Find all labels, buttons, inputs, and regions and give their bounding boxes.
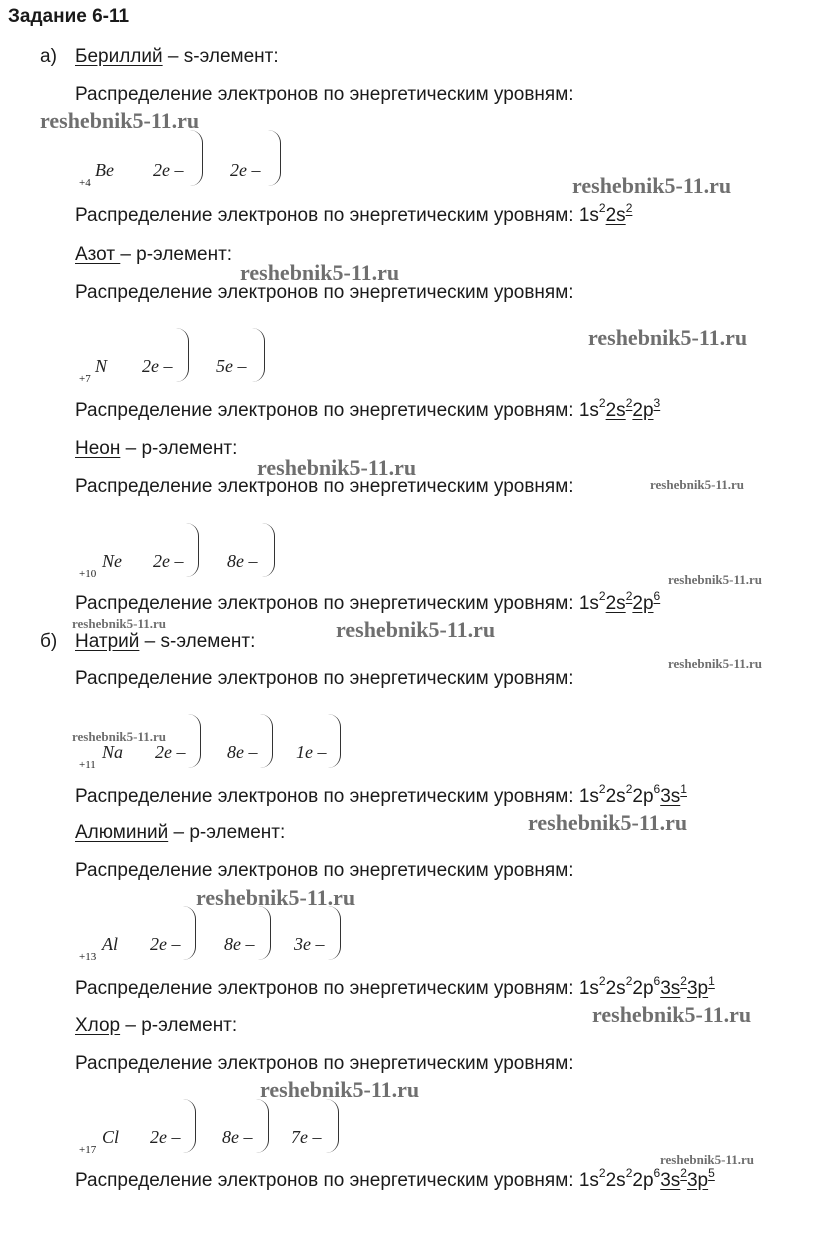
shell-arc (258, 906, 271, 960)
element-name: Алюминий (75, 822, 169, 843)
shell-electrons: 5e – (216, 356, 247, 376)
orbital-electron-count: 1 (680, 781, 687, 796)
orbital-electron-count: 2 (598, 588, 606, 603)
orbital-electron-count: 6 (653, 1165, 661, 1180)
orbital-electron-count: 2 (625, 395, 633, 410)
shell-electrons: 2e – (153, 160, 184, 180)
element-type: – p-элемент: (120, 1015, 238, 1036)
orbital-electron-count: 2 (598, 973, 606, 988)
orbital: 2p (632, 786, 654, 807)
shell-electrons: 8e – (227, 742, 258, 762)
orbital: 1s (578, 786, 599, 807)
element-header (75, 631, 255, 653)
distribution-formula-line (75, 395, 661, 422)
element-type: – s-элемент: (162, 46, 279, 67)
shell-arc (256, 1099, 269, 1153)
orbital: 2s (605, 400, 626, 421)
distribution-label: Распределение электронов по энергетическим уровням: (75, 1170, 579, 1191)
shell-arc (260, 714, 273, 768)
shell-electrons: 7e – (291, 1127, 322, 1147)
orbital-electron-count: 1 (708, 973, 715, 988)
distribution-label: Распределение электронов по энергетическим уровням: (75, 282, 574, 303)
shell-electrons: 8e – (222, 1127, 253, 1147)
orbital: 2p (632, 593, 654, 614)
distribution-label: Распределение электронов по энергетическим уровням: (75, 668, 574, 689)
orbital: 2s (605, 978, 626, 999)
nucleus-charge (79, 366, 91, 387)
orbital-electron-count: 2 (625, 200, 633, 215)
element-symbol: Al (102, 934, 118, 954)
orbital: 1s (578, 593, 599, 614)
distribution-label: Распределение электронов по энергетическим уровням: (75, 1053, 574, 1074)
element-header (75, 46, 279, 68)
nucleus-charge (79, 1137, 96, 1158)
orbital-electron-count: 2 (598, 1165, 606, 1180)
orbital-electron-count: 2 (598, 781, 606, 796)
charge-value: +11 (79, 759, 96, 771)
orbital: 3s (660, 1170, 681, 1191)
distribution-formula-line (75, 781, 687, 808)
watermark: reshebnik5-11.ru (668, 572, 763, 587)
distribution-label: Распределение электронов по энергетическим уровням: (75, 84, 574, 105)
orbital: 2s (605, 786, 626, 807)
element-type: – p-элемент: (120, 244, 233, 265)
watermark: reshebnik5-11.ru (257, 455, 417, 480)
element-header (75, 1015, 237, 1037)
element-header (75, 438, 237, 460)
orbital: 1s (578, 978, 599, 999)
shell-arc (262, 523, 275, 577)
orbital: 1s (578, 205, 599, 226)
shell-electrons: 2e – (142, 356, 173, 376)
distribution-label: Распределение электронов по энергетическим уровням: (75, 400, 579, 421)
shell-electrons: 8e – (227, 551, 258, 571)
nucleus-charge (79, 561, 96, 582)
shell-arc (326, 1099, 339, 1153)
shell-arc (328, 906, 341, 960)
orbital: 3p (686, 978, 709, 999)
distribution-label: Распределение электронов по энергетическим уровням: (75, 786, 579, 807)
orbital: 3s (660, 786, 681, 807)
distribution-formula-line (75, 1165, 715, 1192)
shell-arc (268, 130, 281, 186)
watermark: reshebnik5-11.ru (240, 260, 400, 285)
element-name: Неон (75, 438, 121, 459)
charge-value: +13 (79, 951, 97, 963)
shell-arc (252, 328, 265, 382)
shell-electrons: 2e – (153, 551, 184, 571)
distribution-formula-line (75, 973, 715, 1000)
nucleus-charge (79, 752, 96, 773)
orbital-electron-count: 2 (598, 395, 606, 410)
orbital: 2p (632, 978, 654, 999)
element-symbol: Cl (102, 1127, 120, 1147)
shell-electrons: 2e – (230, 160, 261, 180)
distribution-label: Распределение электронов по энергетическим уровням: (75, 476, 574, 497)
shell-arc (176, 328, 189, 382)
shell-electrons: 2e – (150, 1127, 181, 1147)
watermark: reshebnik5-11.ru (336, 617, 496, 642)
element-header (75, 244, 232, 266)
orbital-electron-count: 2 (625, 588, 633, 603)
charge-value: +4 (79, 177, 91, 189)
orbital: 1s (578, 400, 599, 421)
orbital-electron-count: 2 (680, 1165, 687, 1180)
watermark: reshebnik5-11.ru (650, 477, 745, 492)
distribution-label: Распределение электронов по энергетическим уровням: (75, 978, 579, 999)
watermark: reshebnik5-11.ru (72, 616, 167, 631)
orbital: 2s (605, 205, 626, 226)
distribution-label: Распределение электронов по энергетическим уровням: (75, 205, 579, 226)
element-symbol: N (95, 356, 108, 376)
element-name: Бериллий (75, 46, 163, 67)
element-symbol: Ne (102, 551, 122, 571)
element-type: – s-элемент: (139, 631, 256, 652)
orbital-electron-count: 3 (653, 395, 661, 410)
orbital: 1s (578, 1170, 599, 1191)
element-name: Азот (75, 244, 121, 265)
watermark: reshebnik5-11.ru (572, 173, 732, 198)
shell-arc (190, 130, 203, 186)
orbital-electron-count: 2 (625, 781, 633, 796)
section_b-label: б) (40, 631, 58, 652)
orbital-electron-count: 6 (653, 781, 661, 796)
shell-electrons: 8e – (224, 934, 255, 954)
element-header (75, 822, 285, 844)
distribution-label: Распределение электронов по энергетическим уровням: (75, 593, 579, 614)
charge-value: +17 (79, 1144, 97, 1156)
element-type: – p-элемент: (120, 438, 238, 459)
orbital-electron-count: 6 (653, 588, 661, 603)
charge-value: +7 (79, 373, 91, 385)
shell-electrons: 1e – (296, 742, 327, 762)
watermark: reshebnik5-11.ru (528, 810, 688, 835)
nucleus-charge (79, 944, 96, 965)
shell-electrons: 3e – (294, 934, 325, 954)
shell-electrons: 2e – (150, 934, 181, 954)
orbital: 3s (660, 978, 681, 999)
shell-arc (328, 714, 341, 768)
orbital-electron-count: 2 (625, 973, 633, 988)
page-title: Задание 6-11 (8, 6, 130, 27)
nucleus-charge (79, 170, 91, 191)
orbital: 2p (632, 1170, 654, 1191)
orbital-electron-count: 2 (625, 1165, 633, 1180)
shell-arc (188, 714, 201, 768)
orbital: 2s (605, 1170, 626, 1191)
watermark: reshebnik5-11.ru (260, 1077, 420, 1102)
orbital-electron-count: 6 (653, 973, 661, 988)
section_a-label: а) (40, 46, 57, 67)
orbital-electron-count: 2 (598, 200, 606, 215)
orbital-electron-count: 2 (680, 973, 687, 988)
watermark: reshebnik5-11.ru (592, 1002, 752, 1027)
element-type: – p-элемент: (168, 822, 286, 843)
shell-arc (183, 1099, 196, 1153)
orbital: 2s (605, 593, 626, 614)
watermark: reshebnik5-11.ru (196, 885, 356, 910)
watermark: reshebnik5-11.ru (588, 325, 748, 350)
shell-arc (186, 523, 199, 577)
watermark: reshebnik5-11.ru (40, 108, 200, 133)
shell-electrons: 2e – (155, 742, 186, 762)
watermark: reshebnik5-11.ru (668, 656, 763, 671)
shell-arc (183, 906, 196, 960)
element-name: Натрий (75, 631, 140, 652)
distribution-formula-line (75, 588, 661, 615)
distribution-label: Распределение электронов по энергетическим уровням: (75, 860, 574, 881)
charge-value: +10 (79, 568, 97, 580)
distribution-formula-line (75, 200, 633, 227)
element-symbol: Be (95, 160, 114, 180)
element-symbol: Na (102, 742, 124, 762)
element-name: Хлор (75, 1015, 121, 1036)
orbital: 3p (686, 1170, 709, 1191)
watermark: reshebnik5-11.ru (72, 729, 167, 744)
orbital-electron-count: 5 (708, 1165, 715, 1180)
orbital: 2p (632, 400, 654, 421)
watermark: reshebnik5-11.ru (660, 1152, 755, 1167)
